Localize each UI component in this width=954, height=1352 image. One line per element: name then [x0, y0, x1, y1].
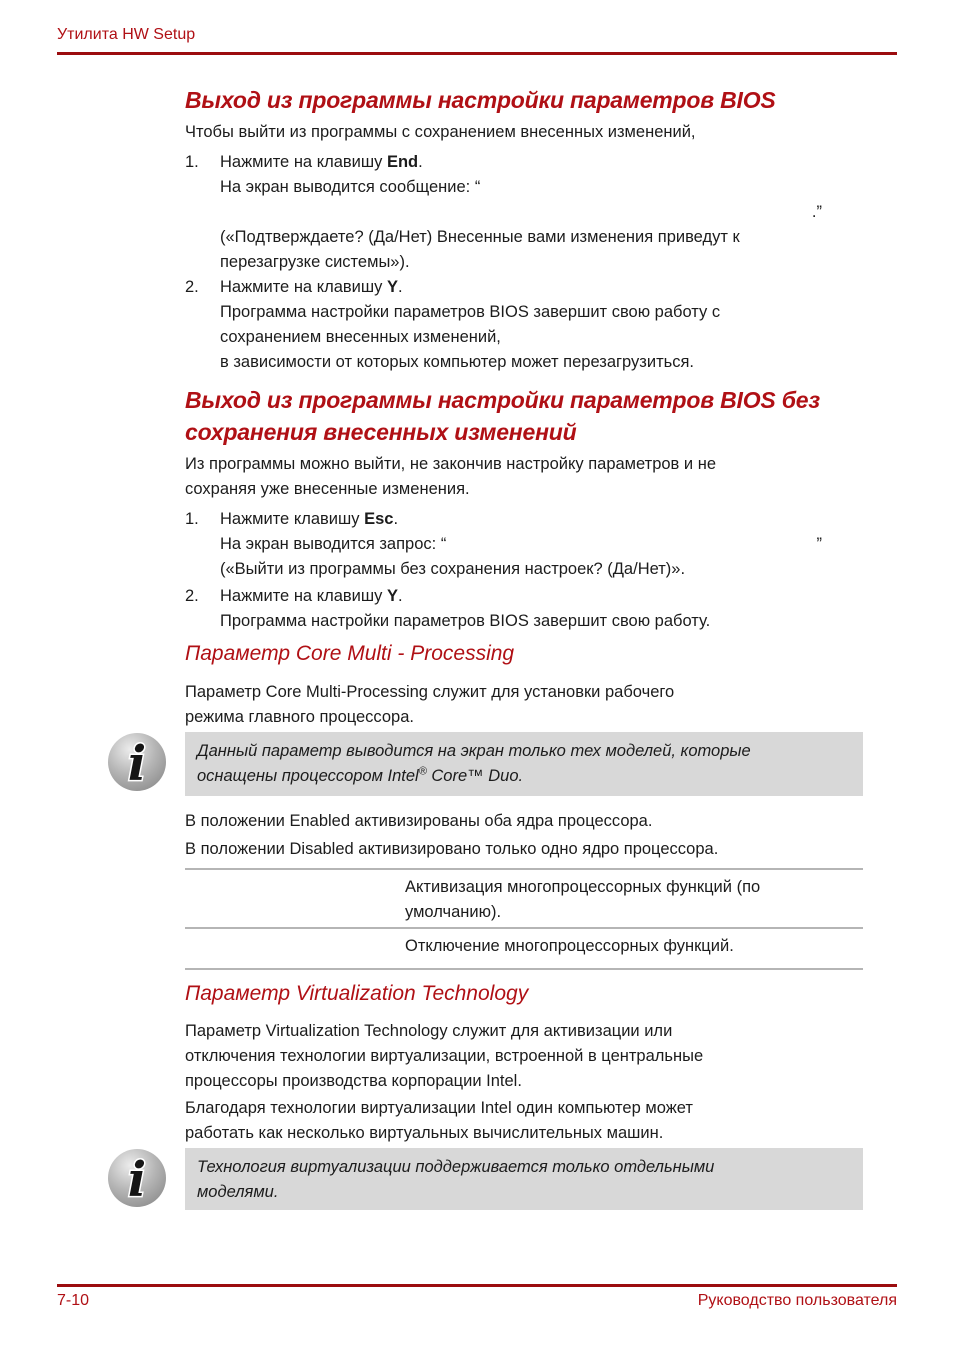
- table-cell-description: Отключение многопроцессорных функций.: [405, 937, 734, 955]
- section3-paragraph: Параметр Core Multi-Processing служит для установки рабочего режима главного процессора.: [185, 683, 675, 726]
- note-box: [127, 732, 863, 796]
- list-item-line: сохранением внесенных изменений,: [220, 328, 501, 346]
- footer-label: Руководство пользователя: [697, 1292, 897, 1309]
- disabled-description: В положении Disabled активизировано только одно ядро процессора.: [185, 840, 719, 858]
- key-name: Esc: [364, 510, 394, 528]
- list-number: 2.: [185, 278, 199, 296]
- section4-paragraph1: Параметр Virtualization Technology служит для активизации или отключения технологии виртуализации, встроенной в центральные процессоры производства корпорации Intel.: [185, 1022, 704, 1090]
- enabled-description: В положении Enabled активизированы оба ядра процессора.: [185, 812, 653, 830]
- list-number: 1.: [185, 510, 199, 528]
- running-header-title: Утилита HW Setup: [57, 26, 196, 43]
- list-item-line: («Выйти из программы без сохранения настроек? (Да/Нет)».: [220, 560, 686, 578]
- page-number: 7-10: [57, 1292, 90, 1309]
- list-item-line: На экран выводится сообщение: “: [220, 178, 481, 196]
- svg-text:i: i: [127, 736, 147, 792]
- list-item-line: На экран выводится запрос: “ ”: [220, 532, 863, 557]
- page-footer: [57, 1284, 897, 1310]
- table-row: [185, 929, 863, 970]
- section-heading-core-multi-processing: Параметр Core Multi - Processing: [185, 642, 515, 665]
- info-icon: [107, 1148, 167, 1208]
- section4-paragraph2: Благодаря технологии виртуализации Intel один компьютер может работать как несколько виртуальных вычислительных машин.: [185, 1099, 693, 1142]
- list-item-line: Нажмите клавишу Esc.: [220, 510, 399, 528]
- page-content: [127, 84, 863, 1210]
- list-item-line: Нажмите на клавишу End.: [220, 153, 423, 171]
- note-box: [127, 1148, 863, 1210]
- footer-rule: [57, 1284, 897, 1287]
- key-name: Y: [386, 278, 398, 296]
- settings-table: [185, 868, 863, 970]
- section1-intro: Чтобы выйти из программы с сохранением внесенных изменений,: [185, 123, 696, 141]
- section-heading-exit-bios: Выход из программы настройки параметров BIOS: [185, 87, 776, 113]
- table-cell-value: [185, 934, 405, 959]
- list-number: 2.: [185, 587, 199, 605]
- list-number: 1.: [185, 153, 199, 171]
- key-name: End: [386, 153, 419, 171]
- list-item: [185, 584, 863, 634]
- quote-close: ”: [816, 535, 822, 553]
- note-text-line: моделями.: [197, 1183, 279, 1201]
- section2-intro: Из программы можно выйти, не закончив настройку параметров и не сохраняя уже внесенные изменения.: [185, 455, 716, 498]
- list-item: [185, 507, 863, 582]
- list-item: [185, 150, 863, 275]
- note-text-line: Технология виртуализации поддерживается только отдельными: [197, 1158, 715, 1176]
- section-heading-virtualization-technology: Параметр Virtualization Technology: [185, 982, 529, 1005]
- list-item-line: («Подтверждаете? (Да/Нет) Внесенные вами изменения приведут к: [220, 228, 740, 246]
- table-cell-description: Активизация многопроцессорных функций (по умолчанию).: [405, 878, 761, 921]
- list-item-line: перезагрузке системы»).: [220, 253, 410, 271]
- svg-text:i: i: [127, 1152, 147, 1208]
- list-item-line: Программа настройки параметров BIOS завершит свою работу.: [220, 612, 711, 630]
- table-cell-value: [185, 875, 405, 925]
- note-text-line: Данный параметр выводится на экран только тех моделей, которые: [197, 742, 751, 760]
- list-item: [185, 275, 863, 375]
- list-item-line: Программа настройки параметров BIOS завершит свою работу с: [220, 303, 721, 321]
- list-item-line: в зависимости от которых компьютер может перезагрузиться.: [220, 353, 694, 371]
- info-icon: [107, 732, 167, 792]
- header-rule: [57, 52, 897, 55]
- section-heading-exit-bios-no-save: Выход из программы настройки параметров BIOS без сохранения внесенных изменений: [185, 387, 820, 445]
- table-row: [185, 870, 863, 929]
- page-header: [57, 26, 897, 55]
- key-name: Y: [386, 587, 398, 605]
- list-item-line: Нажмите на клавишу Y.: [220, 278, 403, 296]
- registered-mark: ®: [418, 765, 427, 778]
- list-item-line: Нажмите на клавишу Y.: [220, 587, 403, 605]
- quote-close-line: .”: [811, 203, 822, 221]
- note-text-line: оснащены процессором Intel® Core™ Duo.: [197, 765, 524, 785]
